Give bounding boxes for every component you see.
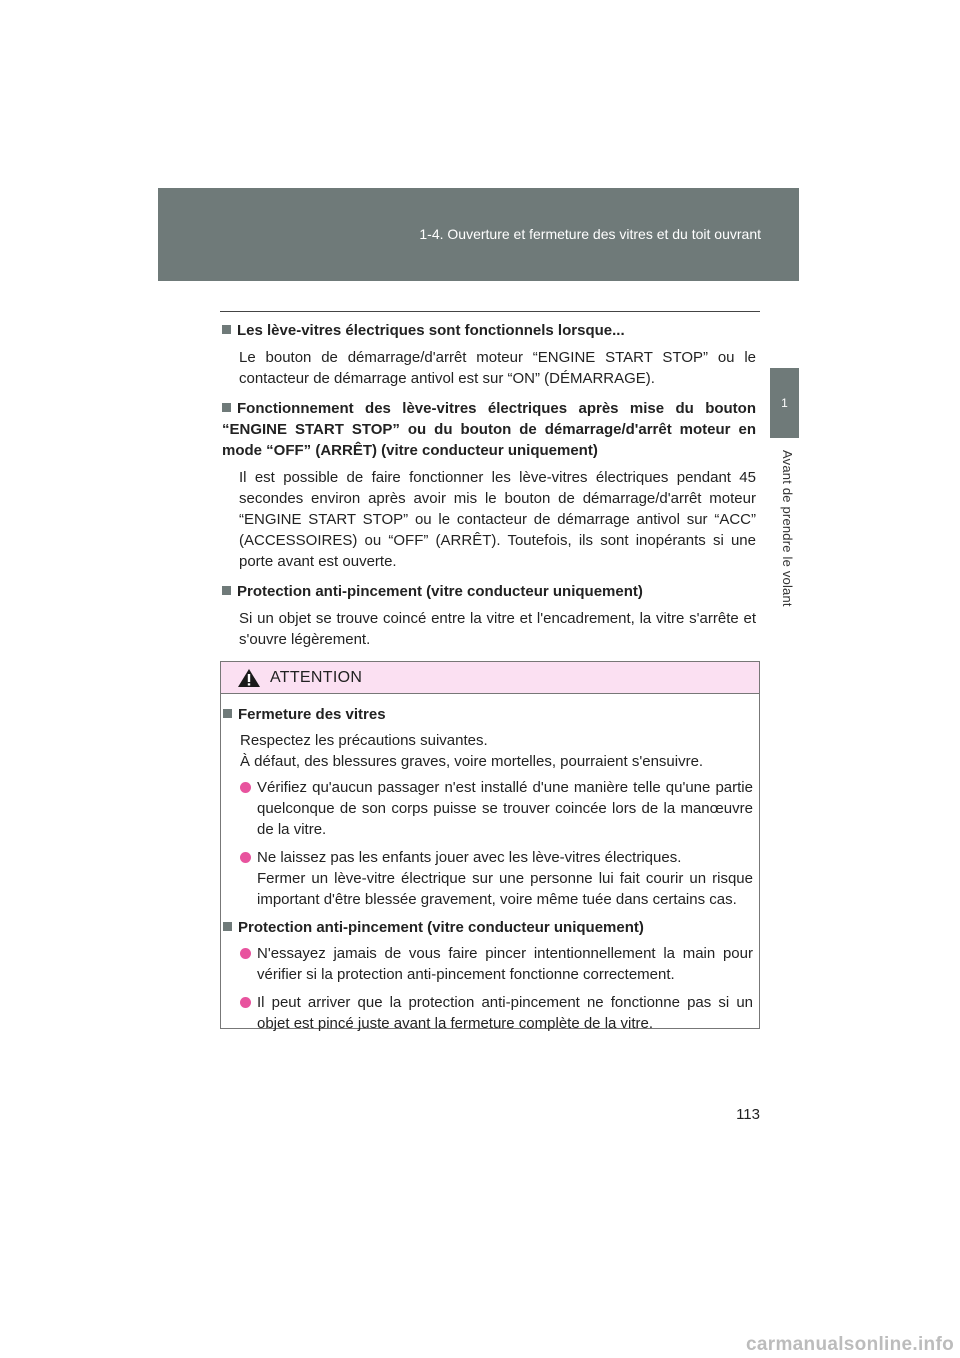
warning-bullet: Ne laissez pas les enfants jouer avec les lève-vitres électriques. Fermer un lève-vitre électrique sur une personne lui fait courir un risque important d'être blessée gravement, voire même tuée dans certains cas. bbox=[240, 847, 753, 910]
section-body: Il est possible de faire fonctionner les lève-vitres électriques pendant 45 secondes environ après avoir mis le bouton de démarrage/d'arrêt moteur “ENGINE START STOP” ou le contacteur de démarrage antivol sur “ACC” (ACCESSOIRES) ou “OFF” (ARRÊT). Toutefois, ils sont inopérants si une porte avant est ouverte. bbox=[239, 469, 756, 570]
section-title: Fonctionnement des lève-vitres électriques après mise du bouton “ENGINE START STOP” ou du bouton de démarrage/d'arrêt moteur en mode “OFF” (ARRÊT) (vitre conducteur uniquement) bbox=[222, 400, 756, 459]
section-body: Si un objet se trouve coincé entre la vitre et l'encadrement, la vitre s'arrête et s'ouvre légèrement. bbox=[239, 610, 756, 648]
section-operable bbox=[222, 320, 756, 389]
warning-bullet: N'essayez jamais de vous faire pincer intentionnellement la main pour vérifier si la protection anti-pincement fonctionne correctement. bbox=[240, 943, 753, 985]
section-anti-pinch bbox=[222, 581, 756, 650]
warning-box bbox=[220, 661, 760, 1032]
chapter-side-label: Avant de prendre le volant bbox=[780, 450, 795, 607]
round-bullet-icon bbox=[240, 782, 251, 793]
page-number: 113 bbox=[736, 1106, 760, 1123]
top-divider bbox=[220, 311, 760, 312]
warning-header bbox=[221, 662, 759, 694]
section-after-off bbox=[222, 398, 756, 572]
square-bullet-icon bbox=[222, 586, 231, 595]
warning-item-title: Protection anti-pincement (vitre conducteur uniquement) bbox=[238, 919, 644, 936]
warning-content bbox=[221, 694, 759, 1034]
warning-heading: ATTENTION bbox=[270, 668, 363, 686]
square-bullet-icon bbox=[223, 709, 232, 718]
chapter-header bbox=[158, 188, 799, 281]
section-title: Protection anti-pincement (vitre conducteur uniquement) bbox=[237, 583, 643, 600]
warning-item-body: Respectez les précautions suivantes. À défaut, des blessures graves, voire mortelles, pourraient s'ensuivre. bbox=[240, 732, 704, 770]
round-bullet-icon bbox=[240, 852, 251, 863]
square-bullet-icon bbox=[222, 325, 231, 334]
round-bullet-icon bbox=[240, 948, 251, 959]
chapter-tab: 1 bbox=[770, 368, 799, 438]
main-content bbox=[222, 320, 756, 659]
warning-triangle-icon bbox=[237, 668, 261, 688]
section-body: Le bouton de démarrage/d'arrêt moteur “ENGINE START STOP” ou le contacteur de démarrage antivol est sur “ON” (DÉMARRAGE). bbox=[239, 349, 756, 387]
warning-item-title: Fermeture des vitres bbox=[238, 706, 386, 723]
chapter-title: 1-4. Ouverture et fermeture des vitres et du toit ouvrant bbox=[419, 226, 761, 242]
warning-bullet: Il peut arriver que la protection anti-pincement ne fonctionne pas si un objet est pincé juste avant la fermeture complète de la vitre. bbox=[240, 992, 753, 1034]
section-title: Les lève-vitres électriques sont fonctionnels lorsque... bbox=[237, 322, 625, 339]
site-watermark: carmanualsonline.info bbox=[746, 1334, 954, 1355]
warning-bullet: Vérifiez qu'aucun passager n'est installé d'une manière telle qu'une partie quelconque de son corps puisse se trouver coincée lors de la manœuvre de la vitre. bbox=[240, 777, 753, 840]
square-bullet-icon bbox=[222, 403, 231, 412]
round-bullet-icon bbox=[240, 997, 251, 1008]
square-bullet-icon bbox=[223, 922, 232, 931]
